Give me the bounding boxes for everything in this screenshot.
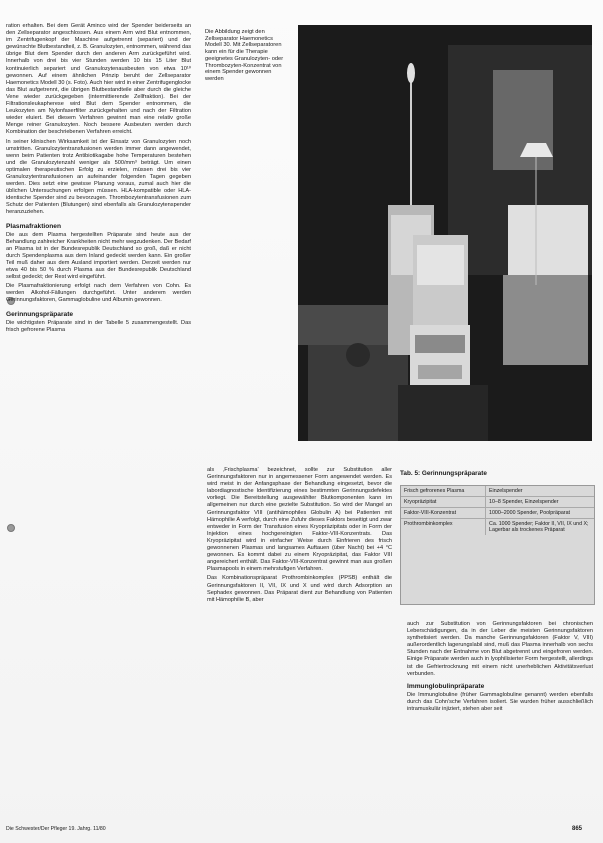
table-row — [401, 486, 594, 497]
punch-hole — [7, 524, 15, 532]
photo-caption: Die Abbildung zeigt den Zellseparator Haemonetics Modell 30. Mit Zellseparatoren kann ein für die Therapie geeignetes Granulozyten- oder Thrombozyten-Konzentrat von einem Spender gewonnen werden — [205, 29, 284, 82]
footer-journal: Die Schwester/Der Pfleger 19. Jahrg. 11/80 — [6, 826, 106, 832]
table-cell: Prothrombinkomplex — [401, 519, 486, 535]
table-row — [401, 519, 594, 535]
table-cell: Ca. 1000 Spender; Faktor II, VII, IX und X; Lagerbar als trockenes Präparat — [489, 521, 589, 533]
text-column-right — [407, 621, 593, 713]
table-row — [401, 508, 594, 519]
table-cell: 10–8 Spender, Einzelspender — [489, 499, 559, 505]
section-heading-plasma: Plasmafraktionen — [6, 222, 61, 230]
table-gerinnungspraeparate — [400, 485, 595, 605]
table-row — [401, 497, 594, 508]
table-title: Tab. 5: Gerinnungspräparate — [400, 470, 487, 477]
table-cell: Frisch gefrorenes Plasma — [401, 486, 486, 496]
section-heading-gerinnung: Gerinnungspräparate — [6, 310, 74, 318]
paragraph: als ‚Frischplasma‘ bezeichnet, sollte zur Substitution aller Gerinnungsfaktoren nur in angemessener Form angewendet werden. Es wird meist in der Anfangsphase der Behandlung eingesetzt, bevor die labordiagnostische Identifizierung eines bestimmten Gerinnungsdefektes vorliegt. Die Bereitstellung ausgewählter Blutkomponenten kann im allgemeinen nur durch eine gezielte Substitution. So wird der Mangel an Gerinnungsfaktor VIII (antihämophiles Globulin A) bei Patienten mit Hämophilie A verfolgt, durch eine Zufuhr dieses Faktors beseitigt und zwar entweder in Form der Transfusion eines Kryopräzipitats oder in Form der Injektion eines hochgereinigten Faktor-VIII-Konzentrats. Das Kryopräzipitat wird in einfacher Weise durch Einfrieren des frisch gewonnenen Plasmas und langsames Auftauen (über Nacht) bei +4 °C gewonnen. Es kommt dabei zu einem Kryopräzipitat, das Faktor VIII angereichert enthält. Das Faktor-VIII-Konzentrat gewinnt man aus großen Plasmapools in einem mehrstufigen Verfahren. — [207, 467, 392, 573]
cell-separator-photo — [298, 25, 592, 441]
paragraph: Das Kombinationspräparat Prothrombinkomplex (PPSB) enthält die Gerinnungsfaktoren II, VII, IX und X und wird durch Adsorption an Sephadex gewonnen. Das Präparat dient zur Behandlung von Patienten mit Hämophilie B, aber — [207, 575, 392, 603]
paragraph: Die aus dem Plasma hergestellten Präparate sind heute aus der Behandlung zahlreicher Krankheiten nicht mehr wegzudenken. Der Bedarf an Plasma ist in der Bundesrepublik Deutschland so groß, daß er nicht durch Spendenplasma aus dem Inland gedeckt werden kann. Ein großer Teil muß daher aus dem Ausland importiert werden. Derzeit werden nur etwa 40 bis 50 % durch Plasma aus der Bundesrepublik Deutschland selbst gedeckt; der Rest wird eingeführt. — [6, 231, 191, 281]
table-cell: Faktor-VIII-Konzentrat — [401, 508, 486, 518]
paragraph: Die Plasmafraktionierung erfolgt nach dem Verfahren von Cohn. Es werden Alkohol-Fällungen durchgeführt. Unter anderem werden Gerinnungsfaktoren, Gammaglobuline und Albumin gewonnen. — [6, 283, 191, 304]
section-heading-immunglobulin: Immunglobulinpräparate — [407, 682, 485, 690]
page-number: 865 — [572, 826, 583, 832]
table-cell: Kryopräzipitat — [401, 497, 486, 507]
text-column-middle — [207, 467, 392, 604]
photo-cell-separator — [298, 25, 592, 441]
table-cell: 1000–2000 Spender, Poolpräparat — [489, 510, 570, 516]
paragraph: ration erhalten. Bei dem Gerät Aminco wird der Spender beiderseits an den Zellseparator angeschlossen. Aus einem Arm wird Blut entnommen, im Zentrifugenkopf der Maschine aufgetrennt (separiert) und der gewünschte Blutbestandteil, z. B. Granulozyten, entnommen, während das übrige Blut dem Spender durch den anderen Arm zurückgeführt wird. Innerhalb von drei bis vier Stunden werden 10 bis 15 Liter Blut kontinuierlich separiert und Granulozytenausbeuten von etwa 10¹⁰ gewonnen. Auf einem ähnlichen Prinzip beruht der Zellseparator Haemonetics Modell 30 (s. Foto). Auch hier wird in einer Zentrifugenglocke das Blut aufgetrennt, die übrigen Blutbestandteile aber durch die gleiche Vene wieder zurückgegeben (intermittierende Zellfraktion). Bei der Filtrationsleukapherese wird Blut dem Spender entnommen, die Leukozyten am Nylonfaserfilter zurückgehalten und nach der Filtration wieder eluiert. Bei diesem Verfahren gewinnt man eine relativ große Menge reiner Granulozyten. Noch bessere Ausbeuten werden durch Kombination der beschriebenen Verfahren erreicht. — [6, 23, 192, 136]
table-cell: Einzelspender — [489, 488, 523, 494]
paragraph: auch zur Substitution von Gerinnungsfaktoren bei chronischen Leberschädigungen, da in der Leber die meisten Gerinnungsfaktoren synthetisiert werden. Da manche Gerinnungsfaktoren (Faktor V, VIII) außerordentlich lagerungslabil sind, muß das Plasma innerhalb von sechs Stunden nach der Entnahme von Blut abgetrennt und eingefroren werden. Einige Präparate werden auch in lyophilisierter Form hergestellt, allerdings ist die Gefriertrocknung mit einem nicht unerheblichen Aktivitätsverlust verbunden. — [407, 621, 593, 677]
paragraph: Die Immunglobuline (früher Gammaglobuline genannt) werden ebenfalls durch das Cohn'sche Verfahren isoliert. Sie wurden früher ausschließlich intramuskulär injiziert, stehen aber seit — [407, 691, 593, 713]
paragraph: Die wichtigsten Präparate sind in der Tabelle 5 zusammengestellt. Das frisch gefrorene Plasma — [6, 319, 191, 333]
text-column-left — [6, 23, 191, 334]
paragraph: In seiner klinischen Wirksamkeit ist der Einsatz von Granulozyten noch umstritten. Granulozytentransfusionen werden immer dann angewendet, wenn beim Patienten trotz Antibiotikagabe hohe Temperaturen bestehen und die Granulozytenzahl weniger als 500/mm³ beträgt. Um einen optimalen therapeutischen Erfolg zu erzielen, müssen drei bis vier Granulozytentransfusionen an aufeinander folgenden Tagen gegeben werden. Dies setzt eine gewisse Planung voraus, zumal auch hier die üblichen Untersuchungen erfolgen müssen. HLA-kompatible oder HLA-identische Spender sind zu bevorzugen. Thrombozytentransfusionen zum Schutz der Patienten (Blutungen) sind ebenfalls als Granulozytenspender heranzuziehen. — [6, 138, 191, 216]
